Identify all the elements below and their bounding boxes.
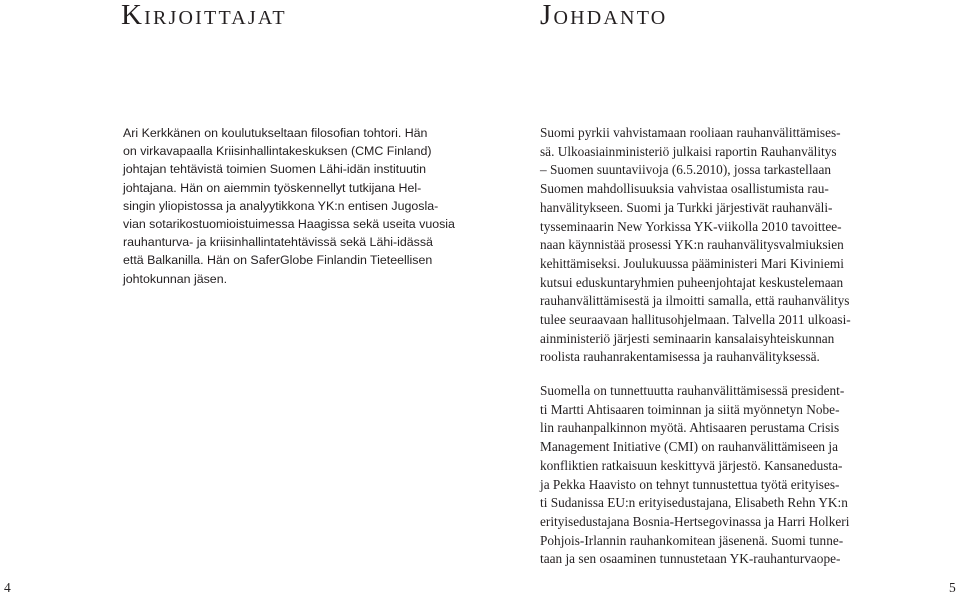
text-line: johtajana. Hän on aiemmin työskennellyt tutkijana Hel- <box>123 180 422 195</box>
text-line: että Balkanilla. Hän on SaferGlobe Finlandin Tieteellisen <box>123 253 433 268</box>
text-line: roolista rauhanrakentamisessa ja rauhanvälityksessä. <box>540 349 820 365</box>
page-number-right: 5 <box>949 580 956 595</box>
text-line: lin rauhanpalkinnon myötä. Ahtisaaren perustama Crisis <box>540 420 840 436</box>
text-line: tulee seuraavaan hallitusohjelmaan. Talvella 2011 ulkoasi- <box>540 312 851 328</box>
text-line: Suomella on tunnettuutta rauhanvälittämisessä president- <box>540 383 845 398</box>
text-line: sä. Ulkoasiainministeriö julkaisi raportin Rauhanvälitys <box>540 143 837 159</box>
text-line: ja Pekka Haavisto on tehnyt tunnustettua työtä erityises- <box>540 476 840 492</box>
text-line: rauhanvälittämisestä ja ilmoitti samalla, että rauhanvälitys <box>540 293 850 309</box>
intro-paragraph-2 <box>540 382 850 569</box>
text-line: on virkavapaalla Kriisinhallintakeskuksen (CMC Finland) <box>123 144 432 159</box>
text-line: Suomen mahdollisuuksia vahvistaa osallistumista rau- <box>540 181 829 197</box>
text-line: ti Sudanissa EU:n erityisedustajana, Elisabeth Rehn YK:n <box>540 495 848 511</box>
text-line: Suomi pyrkii vahvistamaan rooliaan rauhanvälittämises- <box>540 125 841 140</box>
text-line: erityisedustajana Bosnia-Hertsegovinassa ja Harri Holkeri <box>540 513 850 529</box>
text-line: taan ja sen osaaminen tunnustetaan YK-rauhanturvaope- <box>540 551 841 567</box>
text-line: singin yliopistossa ja analyytikkona YK:n entisen Jugosla- <box>123 198 439 213</box>
text-line: johtokunnan jäsen. <box>123 271 228 286</box>
text-line: tysseminaarin New Yorkissa YK-viikolla 2010 tavoittee- <box>540 218 842 234</box>
text-line: johtajan tehtävistä toimien Suomen Lähi-idän instituutin <box>123 162 427 177</box>
text-line: Management Initiative (CMI) on rauhanvälittämiseen ja <box>540 439 838 455</box>
page-number-left: 4 <box>4 580 11 595</box>
text-line: Ari Kerkkänen on koulutukseltaan filosofian tohtori. Hän <box>123 126 428 140</box>
text-line: ainministeriö järjesti seminaarin kansalaisyhteiskunnan <box>540 330 835 346</box>
text-line: ti Martti Ahtisaaren toiminnan ja siitä myönnetyn Nobe- <box>540 401 840 417</box>
text-line: hanvälitykseen. Suomi ja Turkki järjestivät rauhanväli- <box>540 199 833 215</box>
text-line: Pohjois-Irlannin rauhankomitean jäsenenä. Suomi tunne- <box>540 532 844 548</box>
text-line: kutsui eduskuntaryhmien puheenjohtajat keskustelemaan <box>540 274 844 290</box>
page-heading-johdanto: Johdanto <box>540 0 668 31</box>
author-bio-paragraph <box>123 124 453 288</box>
page-heading-kirjoittajat: Kirjoittajat <box>121 0 287 31</box>
text-line: – Suomen suuntaviivoja (6.5.2010), jossa tarkastellaan <box>540 162 831 178</box>
text-line: vian sotarikostuomioistuimessa Haagissa sekä useita vuosia <box>123 217 455 232</box>
intro-paragraph-1 <box>540 124 850 367</box>
text-line: konfliktien ratkaisuun keskittyvä järjestö. Kansanedusta- <box>540 457 843 473</box>
text-line: naan käynnistää prosessi YK:n rauhanvälitysvalmiuksien <box>540 237 844 253</box>
text-line: rauhanturva- ja kriisinhallintatehtävissä sekä Lähi-idässä <box>123 235 433 250</box>
text-line: kehittämiseksi. Joulukuussa pääministeri Mari Kiviniemi <box>540 255 844 271</box>
